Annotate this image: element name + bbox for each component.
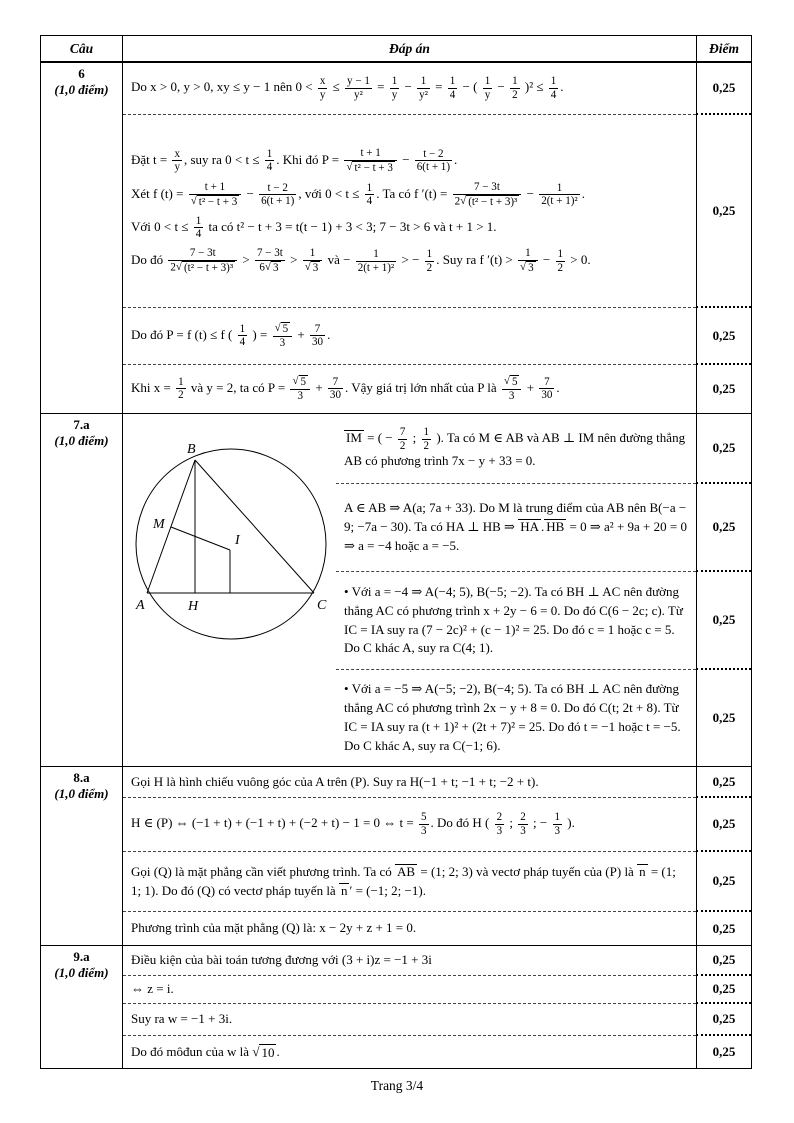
math-line: Do đó P = f (t) ≤ f ( $\frac{1}{4}$ ) = √ 5 3 + $\frac{7}{30}$ . — [131, 322, 331, 350]
answer-block — [336, 484, 751, 572]
math-line: Phương trình của mặt phẳng (Q) là: x − 2y + z + 1 = 0. — [131, 920, 417, 936]
math-line: IM = ( − $\frac{7}{2}$ ; $\frac{1}{2}$ ). Ta có M ∈ AB và AB ⊥ IM nên đường thẳng AB có phương trình 7x − y + 33 = 0. — [344, 425, 686, 469]
score-cell: 0,25 — [696, 115, 751, 308]
answer-text — [336, 572, 696, 670]
answer-block — [336, 414, 751, 484]
question-number: 8.a — [73, 770, 90, 785]
geometry-figure — [123, 414, 336, 766]
score-cell: 0,25 — [696, 976, 751, 1004]
row-question-6 — [41, 62, 751, 413]
question-number: 6 — [78, 66, 85, 81]
segment-MI — [171, 527, 230, 550]
math-line: • Với a = −4 ⇒ A(−4; 5), B(−5; −2). Ta có BH ⊥ AC nên đường thẳng AC có phương trình x + 2y − 6 = 0. Do đó C(6 − 2c; c). Từ IC = IA suy ra (7 − 2c)² + (c − 1)² = 25. Do đó c = 1 hoặc c = 5. Do C khác A, suy ra C(4; 1). — [344, 583, 683, 656]
answer-text — [336, 670, 696, 766]
answer-block — [123, 912, 751, 945]
header-diem: Điểm — [696, 36, 751, 61]
answer-text — [123, 308, 696, 365]
answer-text — [123, 1004, 696, 1036]
score-cell: 0,25 — [696, 572, 751, 670]
question-number: 9.a — [73, 949, 90, 964]
math-line: Xét f (t) = t + 1 √ t² − t + 3 − $\frac{t - 2}{6(t + 1)}$ , với 0 < t ≤ $\frac{1}{4}$ . Ta có f ′(t) = 7 − 3t 2 √ (t² − t + 3)³ − $\frac{1}{\text{2(t + 1)²}}$ . — [131, 180, 585, 208]
math-line: Khi x = $\frac{1}{2}$ và y = 2, ta có P = √ 5 3 + $\frac{7}{30}$ . Vậy giá trị lớn nhất của P là √ 5 3 + $\frac{7}{30}$ . — [131, 375, 560, 403]
score-cell: 0,25 — [696, 852, 751, 912]
answer-text — [123, 63, 696, 115]
math-line: Do x > 0, y > 0, xy ≤ y − 1 nên 0 < $\frac{x}{y}$ ≤ $\frac{y - 1}{\text{y²}}$ = $\frac{1}{y}$ − $\frac{1}{\text{y²}}$ = $\frac{1}{4}$ − ( $\frac{1}{y}$ − $\frac{1}{2}$ )² ≤ $\frac{1}{4}$ . — [131, 75, 564, 101]
label-C: C — [317, 598, 327, 613]
answer-block — [123, 365, 751, 413]
answer-block — [123, 946, 751, 976]
question-cell-8a — [41, 767, 123, 945]
question-points: (1,0 điểm) — [54, 433, 109, 448]
answer-block — [123, 308, 751, 365]
question-cell-9a — [41, 946, 123, 1068]
math-line: H ∈ (P) ⇔ (−1 + t) + (−1 + t) + (−2 + t) − 1 = 0 ⇔ t = $\frac{5}{3}$ . Do đó H ( $\frac{2}{3}$ ; $\frac{2}{3}$ ; − $\frac{1}{3}$ ). — [131, 811, 575, 837]
math-line: Điều kiện của bài toán tương đương với (3 + i)z = −1 + 3i — [131, 952, 432, 968]
math-line: Đặt t = $\frac{x}{y}$ , suy ra 0 < t ≤ $\frac{1}{4}$ . Khi đó P = t + 1 √ t² − t + 3 − $\frac{t - 2}{6(t + 1)}$ . — [131, 146, 458, 174]
answer-block — [123, 63, 751, 115]
score-cell: 0,25 — [696, 63, 751, 115]
answer-block — [336, 670, 751, 766]
question-cell-7a — [41, 414, 123, 766]
math-line: A ∈ AB ⇒ A(a; 7a + 33). Do M là trung điểm của AB nên B(−a − 9; −7a − 30). Ta có HA ⊥ HB ⇒ HA . HB = 0 ⇒ a² + 9a + 20 = 0 ⇒ a = −4 hoặc a = −5. — [344, 500, 687, 553]
header-dapan: Đáp án — [389, 40, 430, 56]
score-cell: 0,25 — [696, 767, 751, 798]
answer-text — [336, 414, 696, 484]
score-cell: 0,25 — [696, 484, 751, 572]
answer-block — [123, 1036, 751, 1068]
answer-text — [123, 1036, 696, 1068]
math-line: ⇔ z = i. — [131, 981, 174, 997]
question-points: (1,0 điểm) — [54, 965, 109, 980]
score-cell: 0,25 — [696, 946, 751, 976]
math-line: • Với a = −5 ⇒ A(−5; −2), B(−4; 5). Ta có BH ⊥ AC nên đường thẳng AC có phương trình 2x − y + 8 = 0. Do đó C(t; 2t + 8). Từ IC = IA suy ra (t + 1)² + (2t + 7)² = 25. Do đó t = −1 hoặc t = −5. Do C khác A, suy ra C(−1; 6). — [344, 681, 681, 753]
answer-text — [123, 976, 696, 1004]
label-H: H — [188, 599, 199, 614]
question-points: (1,0 điểm) — [54, 82, 109, 97]
header-cau: Câu — [41, 36, 123, 61]
question-points: (1,0 điểm) — [54, 786, 109, 801]
answer-body-8a — [123, 767, 751, 945]
score-cell: 0,25 — [696, 912, 751, 945]
question-number: 7.a — [73, 417, 90, 432]
page-number-footer: Trang 3/4 — [370, 1078, 424, 1093]
answer-body-7a — [336, 414, 751, 766]
answer-text — [123, 946, 696, 976]
answer-block — [123, 115, 751, 308]
answer-block — [123, 767, 751, 798]
label-I: I — [235, 533, 240, 548]
label-A: A — [136, 598, 145, 613]
answer-block — [123, 976, 751, 1004]
question-cell-6 — [41, 63, 123, 413]
answer-text — [123, 767, 696, 798]
row-question-7a — [41, 413, 751, 766]
table-header-row — [41, 36, 751, 62]
score-cell: 0,25 — [696, 414, 751, 484]
answer-text — [123, 912, 696, 945]
answer-text — [123, 115, 696, 308]
math-line: Với 0 < t ≤ $\frac{1}{4}$ ta có t² − t + 3 = t(t − 1) + 3 < 3; 7 − 3t > 6 và t + 1 > 1. — [131, 214, 497, 241]
row-question-9a — [41, 945, 751, 1068]
label-B: B — [187, 442, 196, 457]
score-cell: 0,25 — [696, 1004, 751, 1036]
answer-body-9a — [123, 946, 751, 1068]
math-line: Do đó môđun của w là √ 10 . — [131, 1043, 280, 1061]
side-BC — [195, 460, 314, 593]
score-cell: 0,25 — [696, 365, 751, 413]
math-line: Suy ra w = −1 + 3i. — [131, 1011, 233, 1027]
answer-block — [123, 798, 751, 852]
answer-text — [123, 798, 696, 852]
math-line: Gọi (Q) là mặt phẳng cần viết phương trình. Ta có AB = (1; 2; 3) và vectơ pháp tuyến của (P) là n = (1; 1; 1). Do đó (Q) có vectơ pháp tuyến là n ′ = (−1; 2; −1). — [131, 863, 676, 898]
row-question-8a — [41, 766, 751, 945]
score-cell: 0,25 — [696, 798, 751, 852]
circumcircle-triangle-figure — [127, 422, 335, 662]
answer-body-6 — [123, 63, 751, 413]
math-line: Do đó 7 − 3t 2 √ (t² − t + 3)³ > 7 − 3t 6 √ 3 > 1 √ 3 và − $\frac{1}{\text{2(t + 1)²}}$ > − $\frac{1}{2}$ . Suy ra f ′(t) > 1 √ 3 − $\frac{1}{2}$ > 0. — [131, 247, 591, 274]
answer-text — [336, 484, 696, 572]
answer-block — [336, 572, 751, 670]
answer-table — [40, 35, 752, 1069]
answer-block — [123, 1004, 751, 1036]
answer-block — [123, 852, 751, 912]
answer-text — [123, 852, 696, 912]
score-cell: 0,25 — [696, 308, 751, 365]
label-M: M — [153, 517, 165, 532]
score-cell: 0,25 — [696, 1036, 751, 1068]
math-line: Gọi H là hình chiếu vuông góc của A trên (P). Suy ra H(−1 + t; −1 + t; −2 + t). — [131, 773, 539, 789]
answer-text — [123, 365, 696, 413]
score-cell: 0,25 — [696, 670, 751, 766]
